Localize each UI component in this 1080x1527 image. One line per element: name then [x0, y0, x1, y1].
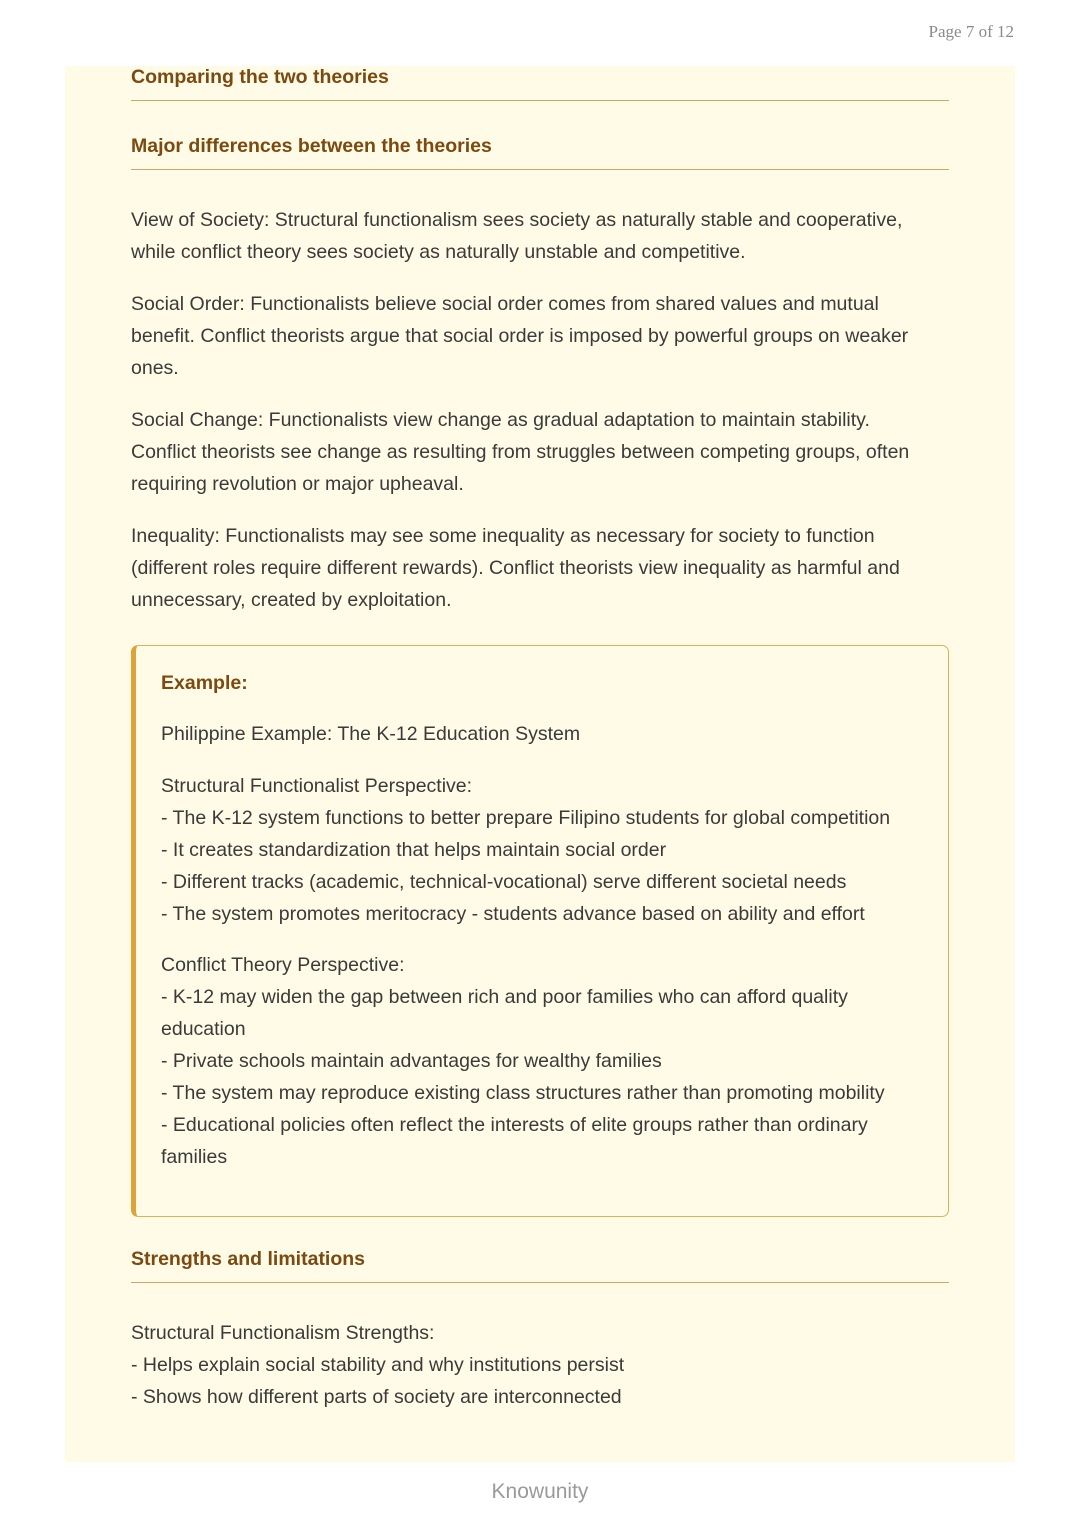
document-page	[65, 66, 1015, 1462]
paragraph-line: requiring revolution or major upheaval.	[131, 473, 464, 495]
paragraph-line: unnecessary, created by exploitation.	[131, 589, 452, 611]
functionalist-perspective	[161, 770, 931, 930]
perspective-heading: Structural Functionalist Perspective:	[161, 775, 473, 797]
paragraph-social-change	[131, 404, 949, 500]
paragraph-social-order	[131, 288, 949, 384]
list-item: - The system may reproduce existing class structures rather than promoting mobility	[161, 1082, 885, 1104]
example-subtitle: Philippine Example: The K-12 Education System	[161, 723, 581, 745]
paragraph-line: Conflict theorists see change as resulting from struggles between competing groups, often	[131, 441, 910, 463]
example-callout	[131, 645, 949, 1217]
list-item: families	[161, 1146, 228, 1168]
paragraph-line: ones.	[131, 357, 179, 379]
paragraph-line: Social Order: Functionalists believe social order comes from shared values and mutual	[131, 293, 879, 315]
perspective-heading: Conflict Theory Perspective:	[161, 954, 405, 976]
page-number: Page 7 of 12	[928, 22, 1014, 41]
heading-major-differences: Major differences between the theories	[131, 135, 949, 170]
paragraph-inequality	[131, 520, 949, 616]
paragraph-line: View of Society: Structural functionalism sees society as naturally stable and cooperative,	[131, 209, 903, 231]
list-item: - Educational policies often reflect the interests of elite groups rather than ordinary	[161, 1114, 868, 1136]
paragraph-line: benefit. Conflict theorists argue that social order is imposed by powerful groups on weaker	[131, 325, 909, 347]
conflict-perspective	[161, 949, 931, 1173]
list-item: - The K-12 system functions to better prepare Filipino students for global competition	[161, 807, 891, 829]
list-item: - Helps explain social stability and why institutions persist	[131, 1354, 625, 1376]
list-item: - It creates standardization that helps maintain social order	[161, 839, 667, 861]
list-item: - Different tracks (academic, technical-vocational) serve different societal needs	[161, 871, 847, 893]
paragraph-line: Social Change: Functionalists view change as gradual adaptation to maintain stability.	[131, 409, 870, 431]
strengths-heading: Structural Functionalism Strengths:	[131, 1322, 435, 1344]
strengths-list	[131, 1317, 949, 1413]
list-item: - The system promotes meritocracy - students advance based on ability and effort	[161, 903, 865, 925]
heading-comparing: Comparing the two theories	[131, 66, 949, 101]
list-item: - Shows how different parts of society are interconnected	[131, 1386, 622, 1408]
paragraph-line: (different roles require different rewards). Conflict theorists view inequality as harmful and	[131, 557, 900, 579]
list-item: - K-12 may widen the gap between rich and poor families who can afford quality	[161, 986, 848, 1008]
footer-brand: Knowunity	[491, 1480, 589, 1503]
paragraph-view-of-society	[131, 204, 949, 268]
heading-strengths-limitations: Strengths and limitations	[131, 1248, 949, 1283]
paragraph-line: Inequality: Functionalists may see some inequality as necessary for society to function	[131, 525, 875, 547]
example-title: Example:	[161, 672, 248, 694]
paragraph-line: while conflict theory sees society as naturally unstable and competitive.	[131, 241, 746, 263]
list-item: education	[161, 1018, 246, 1040]
list-item: - Private schools maintain advantages for wealthy families	[161, 1050, 662, 1072]
